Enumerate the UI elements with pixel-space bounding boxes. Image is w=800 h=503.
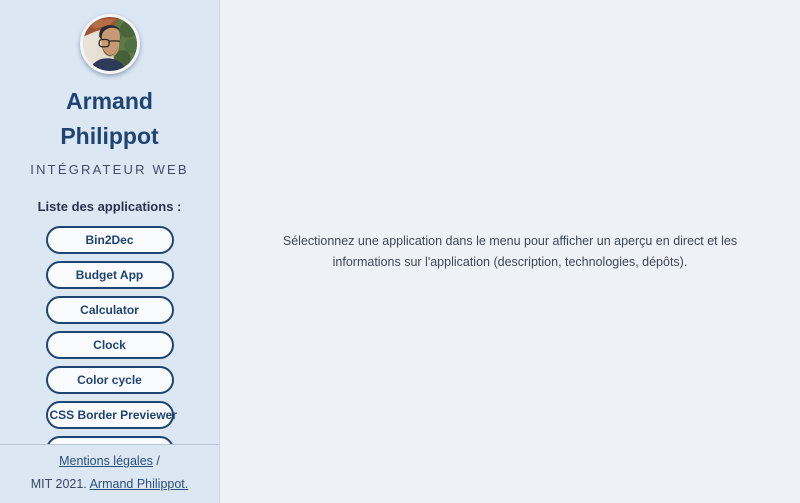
main-content <box>220 0 800 503</box>
app-button-budget-app[interactable]: Budget App <box>46 261 174 289</box>
apps-list-label: Liste des applications : <box>37 199 182 214</box>
app-button-partial[interactable] <box>46 436 174 444</box>
site-title: Armand Philippot <box>60 88 159 149</box>
app-button-bin2dec[interactable]: Bin2Dec <box>46 226 174 254</box>
sidebar-footer <box>0 444 219 503</box>
sidebar <box>0 0 220 503</box>
license-line <box>0 477 219 491</box>
app-button-clock[interactable]: Clock <box>46 331 174 359</box>
job-title: INTÉGRATEUR WEB <box>30 162 189 177</box>
app-button-css-border-previewer[interactable]: CSS Border Previewer <box>46 401 174 429</box>
avatar-photo <box>83 17 137 71</box>
footer-separator: / <box>156 454 160 468</box>
app-button-calculator[interactable]: Calculator <box>46 296 174 324</box>
legal-line <box>0 454 219 468</box>
avatar <box>80 14 140 74</box>
license-text: MIT 2021. <box>30 477 87 491</box>
apps-list <box>0 226 219 444</box>
author-link[interactable]: Armand Philippot. <box>89 477 189 491</box>
legal-link[interactable]: Mentions légales <box>59 454 153 468</box>
branding <box>0 0 219 177</box>
placeholder-text: Sélectionnez une application dans le menu pour afficher un aperçu en direct et les informations sur l'application (description, technologies, dépôts). <box>282 233 738 269</box>
app-button-color-cycle[interactable]: Color cycle <box>46 366 174 394</box>
